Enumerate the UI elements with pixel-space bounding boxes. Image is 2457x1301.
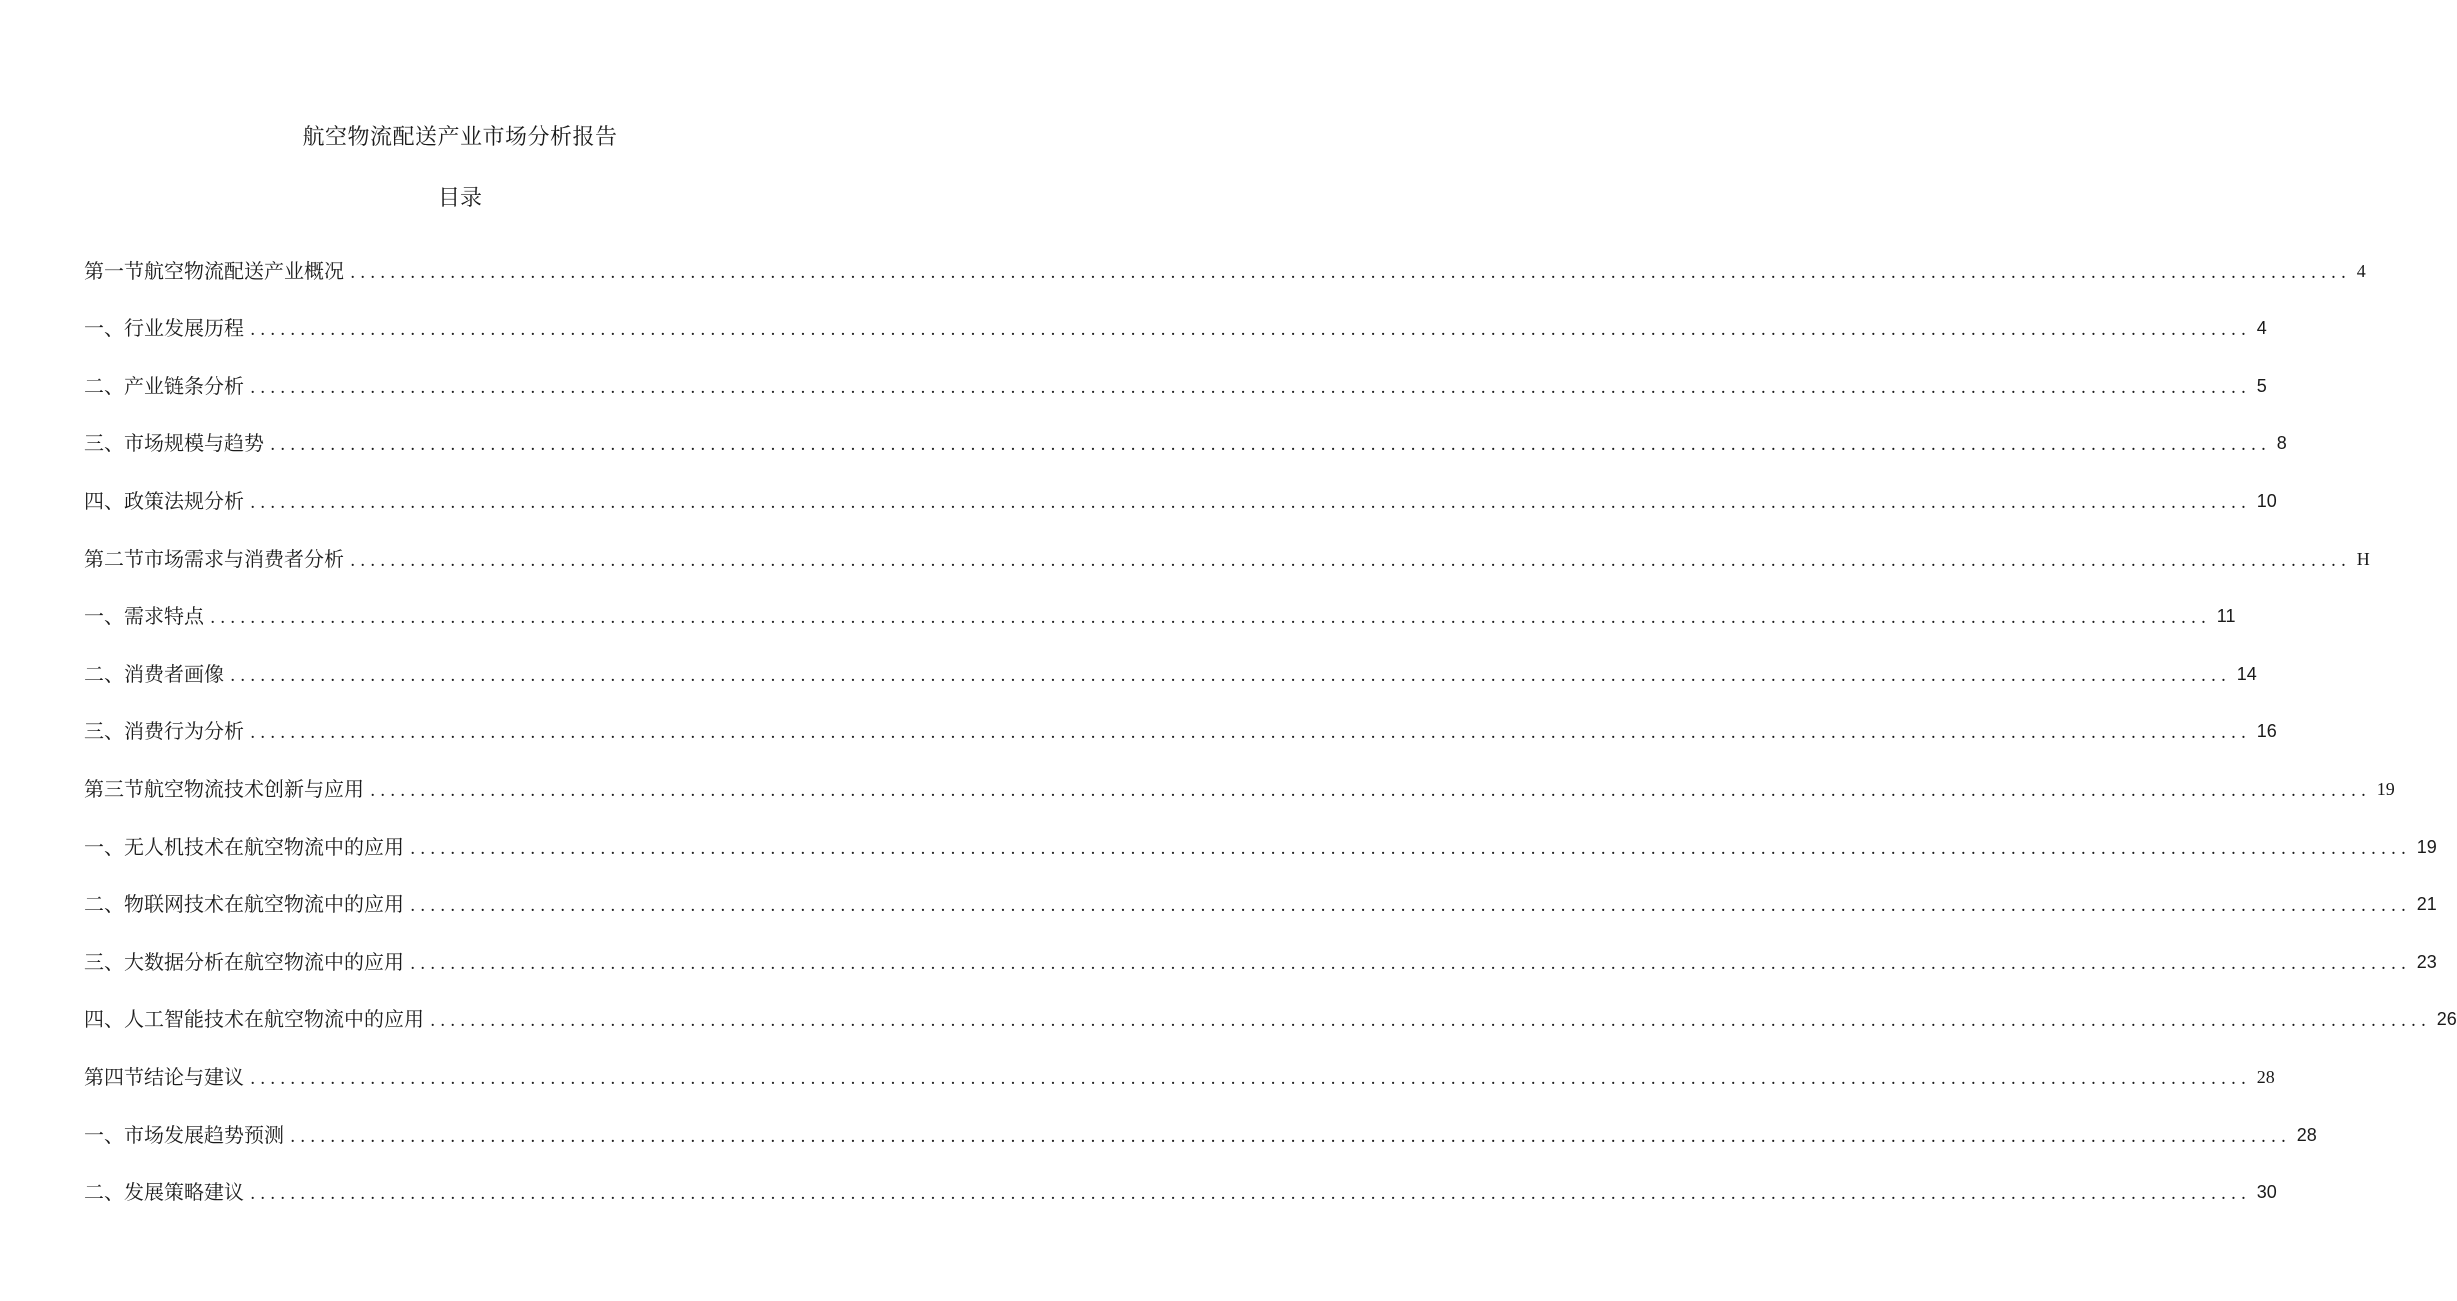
toc-leader-dots: ........................................................................................................................................................................................................ [250,1068,2251,1089]
toc-entry-page: 4 [2356,260,2366,281]
toc-entry-label: 一、行业发展历程 [84,316,244,341]
toc-entry-label: 一、市场发展趋势预测 [84,1122,284,1147]
toc-entry[interactable] [84,820,2437,878]
toc-entry-page: 14 [2236,663,2257,684]
toc-entry-page: 28 [2256,1066,2275,1087]
toc-leader-dots: ........................................................................................................................................................................................................ [250,492,2251,513]
toc-entry-page: 30 [2256,1182,2277,1203]
toc-entry-label: 二、消费者画像 [84,661,224,686]
toc-entry-label: 第三节航空物流技术创新与应用 [84,776,364,801]
toc-entry-page: 28 [2296,1124,2317,1145]
toc-entry-page: 23 [2416,951,2437,972]
toc-entry[interactable] [84,647,2257,705]
toc-entry-page: 8 [2276,433,2287,454]
toc-leader-dots: ........................................................................................................................................................................................................ [370,780,2371,801]
toc-leader-dots: ........................................................................................................................................................................................................ [410,953,2411,974]
toc-entry-label: 四、人工智能技术在航空物流中的应用 [84,1007,424,1032]
toc-entry[interactable] [84,705,2277,763]
toc-entry-label: 三、大数据分析在航空物流中的应用 [84,949,404,974]
toc-leader-dots: ........................................................................................................................................................................................................ [270,435,2271,456]
toc-entry[interactable] [84,1166,2277,1224]
toc-entry-label: 一、需求特点 [84,604,204,629]
toc-leader-dots: ........................................................................................................................................................................................................ [250,320,2251,341]
toc-entry-page: 5 [2256,375,2267,396]
toc-entry[interactable] [84,878,2437,936]
toc-entry[interactable] [84,532,2370,590]
toc-entry[interactable] [84,417,2287,475]
toc-entry-label: 第二节市场需求与消费者分析 [84,546,344,571]
toc-entry[interactable] [84,474,2277,532]
toc-entry[interactable] [84,762,2395,820]
toc-entry-page: 21 [2416,894,2437,915]
toc-leader-dots: ........................................................................................................................................................................................................ [210,608,2211,629]
toc-entry-label: 二、发展策略建议 [84,1180,244,1205]
toc-leader-dots: ........................................................................................................................................................................................................ [290,1126,2291,1147]
toc-leader-dots: ........................................................................................................................................................................................................ [230,665,2231,686]
toc-entry[interactable] [84,302,2267,360]
toc-leader-dots: ........................................................................................................................................................................................................ [350,262,2351,283]
toc-leader-dots: ........................................................................................................................................................................................................ [250,377,2251,398]
toc-entry-page: 4 [2256,318,2267,339]
toc-entry-page: 26 [2436,1009,2457,1030]
toc-leader-dots: ........................................................................................................................................................................................................ [430,1011,2431,1032]
toc-entry-label: 二、物联网技术在航空物流中的应用 [84,892,404,917]
toc-entry-page: 19 [2376,778,2395,799]
toc-heading: 目录 [437,186,482,211]
toc-leader-dots: ........................................................................................................................................................................................................ [250,723,2251,744]
toc-entry-label: 三、消费行为分析 [84,719,244,744]
toc-leader-dots: ........................................................................................................................................................................................................ [350,550,2351,571]
toc-entry-label: 二、产业链条分析 [84,373,244,398]
toc-leader-dots: ........................................................................................................................................................................................................ [250,1184,2251,1205]
toc-entry[interactable] [84,359,2267,417]
toc-entry[interactable] [84,993,2457,1051]
toc-entry-page: 10 [2256,490,2277,511]
toc-entry-page: H [2356,548,2370,569]
document-title: 航空物流配送产业市场分析报告 [302,125,618,150]
toc-entry-page: 19 [2416,836,2437,857]
toc-entry-label: 一、无人机技术在航空物流中的应用 [84,834,404,859]
toc-entry[interactable] [84,590,2236,648]
toc-entry[interactable] [84,935,2437,993]
toc-entry-label: 三、市场规模与趋势 [84,431,264,456]
toc-leader-dots: ........................................................................................................................................................................................................ [410,896,2411,917]
toc-entry-label: 第一节航空物流配送产业概况 [84,258,344,283]
toc-leader-dots: ........................................................................................................................................................................................................ [410,838,2411,859]
toc-entry-page: 11 [2216,606,2236,627]
toc-entry[interactable] [84,244,2366,302]
toc-entry-page: 16 [2256,721,2277,742]
toc-entry-label: 四、政策法规分析 [84,488,244,513]
toc-entry-label: 第四节结论与建议 [84,1064,244,1089]
toc-entry[interactable] [84,1108,2317,1166]
table-of-contents [84,244,2457,1223]
toc-entry[interactable] [84,1050,2275,1108]
